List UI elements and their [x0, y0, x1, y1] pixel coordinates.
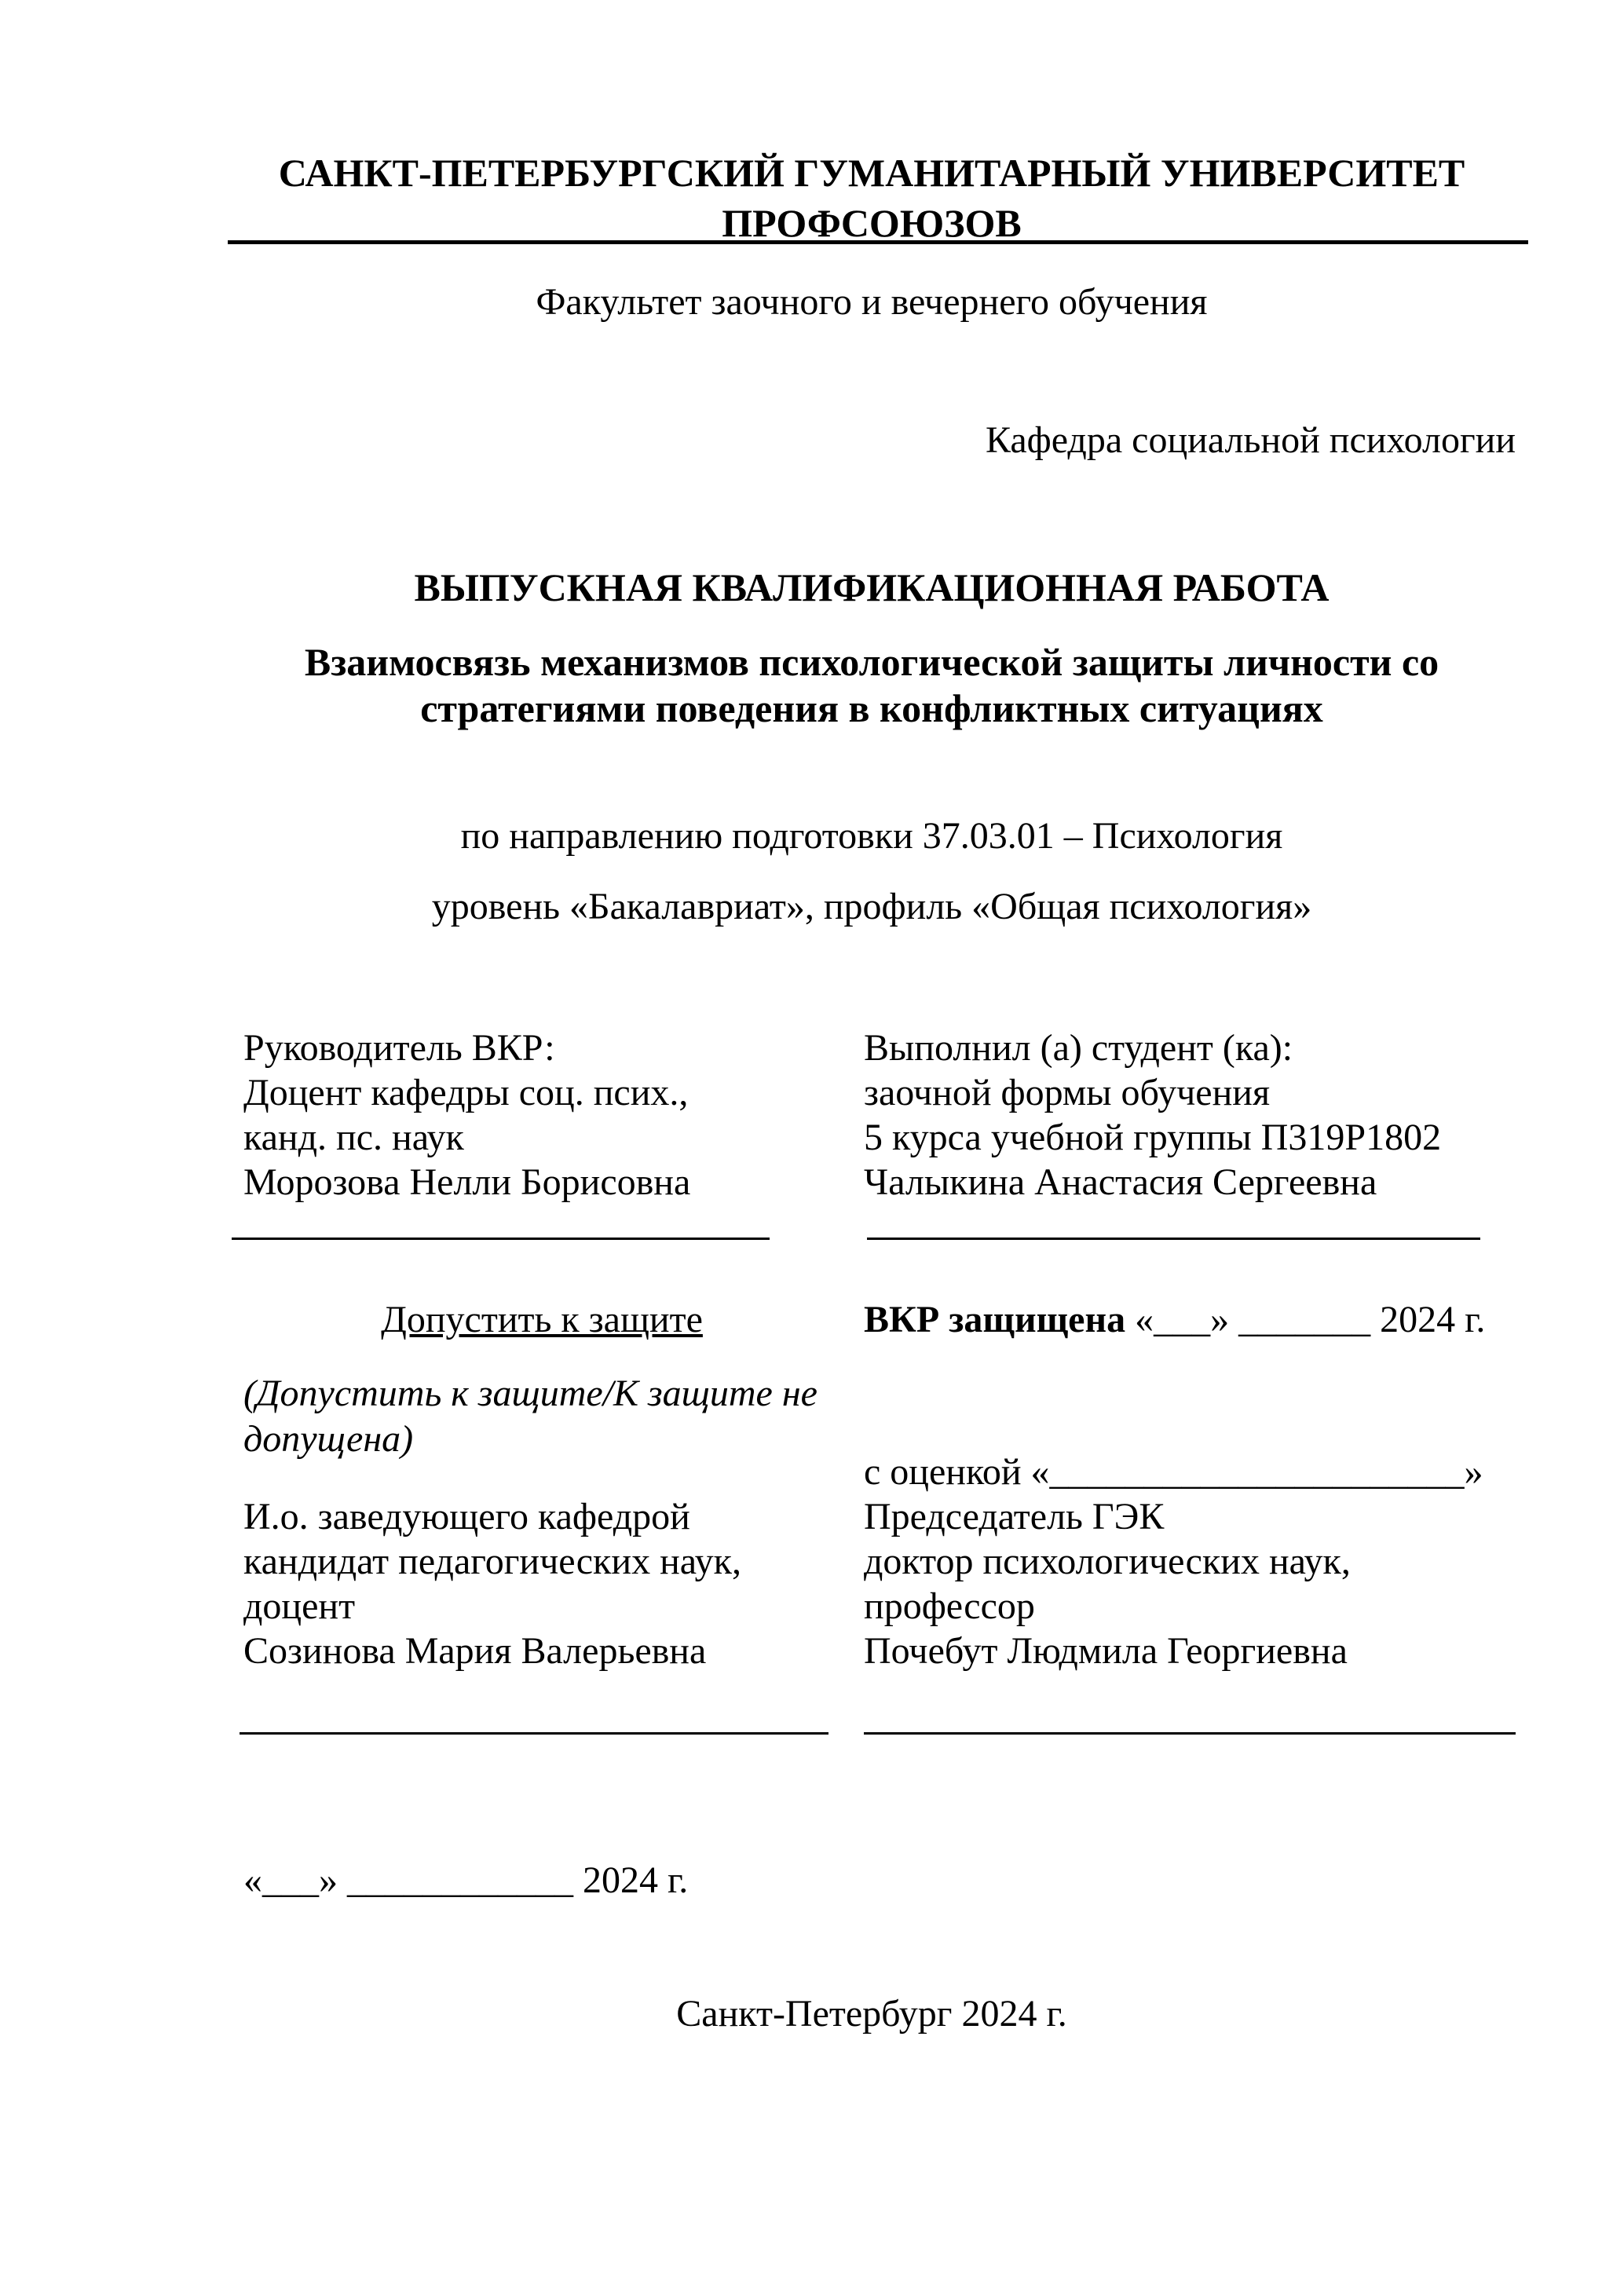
department-head-name: Созинова Мария Валерьевна	[243, 1630, 707, 1672]
faculty-line: Факультет заочного и вечернего обучения	[536, 281, 1208, 323]
gec-chair-name: Почебут Людмила Георгиевна	[864, 1630, 1348, 1672]
signature-line-supervisor	[232, 1238, 770, 1240]
university-name-line1: САНКТ-ПЕТЕРБУРГСКИЙ ГУМАНИТАРНЫЙ УНИВЕРСИТЕТ	[278, 151, 1465, 195]
date-blank-line: «___» ____________ 2024 г.	[243, 1859, 689, 1901]
student-role: Выполнил (а) студент (ка):	[864, 1027, 1293, 1069]
signature-line-gec-chair	[864, 1732, 1516, 1735]
program-line: по направлению подготовки 37.03.01 – Психология	[460, 815, 1283, 857]
supervisor-position: Доцент кафедры соц. псих.,	[243, 1072, 689, 1113]
signature-line-dept-head	[240, 1732, 828, 1735]
student-group: 5 курса учебной группы П319Р1802	[864, 1117, 1442, 1158]
defense-status-line	[864, 1297, 1539, 1342]
university-name-line2: ПРОФСОЮЗОВ	[722, 201, 1022, 245]
thesis-title-line1: Взаимосвязь механизмов психологической защиты личности со	[304, 640, 1439, 684]
grade-blank-line: с оценкой «______________________»	[864, 1451, 1483, 1493]
gec-chair-block	[864, 1494, 1539, 1673]
student-form: заочной формы обучения	[864, 1072, 1271, 1113]
department-line: Кафедра социальной психологии	[985, 419, 1516, 461]
supervisor-block	[243, 1026, 840, 1205]
student-name: Чалыкина Анастасия Сергеевна	[864, 1161, 1377, 1203]
supervisor-role: Руководитель ВКР:	[243, 1027, 555, 1069]
work-type-heading: ВЫПУСКНАЯ КВАЛИФИКАЦИОННАЯ РАБОТА	[414, 565, 1330, 609]
gec-chair-position: профессор	[864, 1585, 1035, 1627]
gec-chair-degree: доктор психологических наук,	[864, 1541, 1351, 1582]
admission-note: (Допустить к защите/К защите не допущена)	[243, 1373, 817, 1460]
university-name	[228, 148, 1516, 248]
level-line: уровень «Бакалавриат», профиль «Общая психология»	[431, 886, 1312, 927]
defense-status-label: ВКР защищена	[864, 1299, 1126, 1340]
admit-to-defense-label: Допустить к защите	[381, 1299, 703, 1340]
department-head-position: доцент	[243, 1585, 356, 1627]
thesis-title-line2: стратегиями поведения в конфликтных ситуациях	[420, 686, 1323, 730]
student-block	[864, 1026, 1523, 1205]
department-head-block	[243, 1494, 856, 1673]
gec-chair-role: Председатель ГЭК	[864, 1496, 1165, 1537]
signature-line-student	[867, 1238, 1480, 1240]
header-rule	[228, 240, 1528, 244]
supervisor-name: Морозова Нелли Борисовна	[243, 1161, 691, 1203]
department-head-role: И.о. заведующего кафедрой	[243, 1496, 690, 1537]
supervisor-degree: канд. пс. наук	[243, 1117, 464, 1158]
defense-status-blank: «___» _______ 2024 г.	[1135, 1299, 1486, 1340]
city-year-line: Санкт-Петербург 2024 г.	[676, 1993, 1067, 2035]
thesis-title	[228, 639, 1516, 732]
department-head-degree: кандидат педагогических наук,	[243, 1541, 741, 1582]
